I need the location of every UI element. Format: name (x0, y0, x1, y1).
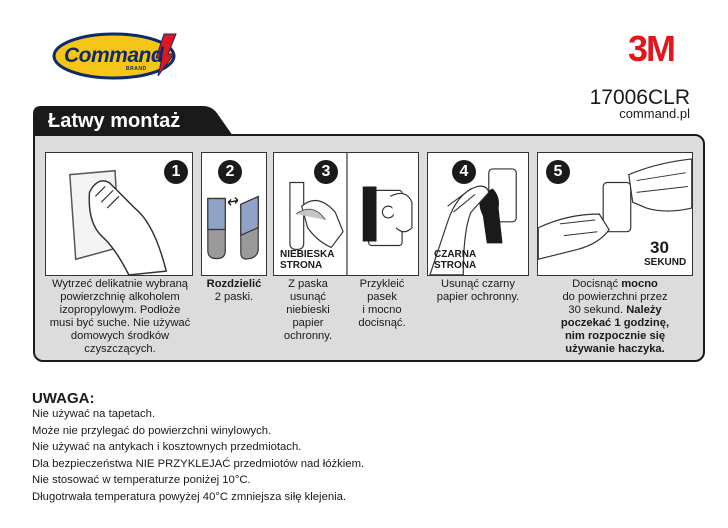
step-4-caption (421, 278, 535, 304)
timer-unit: SEKUND (644, 257, 687, 268)
caption-line: i mocno (362, 304, 402, 316)
logo-subtext: BRAND (126, 66, 147, 72)
caption-line: czyszczących. (84, 343, 156, 355)
step-4-number: 4 (452, 160, 476, 184)
step-1-number: 1 (164, 160, 188, 184)
caption-bold: Rozdzielić (206, 278, 262, 290)
instructions-panel (33, 134, 705, 362)
caption-line: Przykleić (359, 278, 405, 290)
tag-line: STRONA (434, 260, 477, 271)
step-3-number: 3 (314, 160, 338, 184)
caption-line: niebieski (286, 304, 330, 316)
step-5-caption (537, 278, 693, 356)
caption-line: 2 paski. (214, 291, 254, 303)
caption-line: Usunąć czarny (441, 278, 515, 290)
caption-line: Z paska (288, 278, 328, 290)
caption-line: izopropylowym. Podłoże (59, 304, 181, 316)
caption-line: Wytrzeć delikatnie wybraną (51, 278, 189, 290)
warning-item: Dla bezpieczeństwa NIE PRZYKLEJAĆ przedmiotów nad łóżkiem. (32, 457, 365, 470)
tag-line: NIEBIESKA (280, 249, 335, 260)
caption-line: papier ochronny. (436, 291, 520, 303)
step-1-illustration (45, 152, 193, 276)
step-2-number: 2 (218, 160, 242, 184)
caption-line: domowych środków (70, 330, 170, 342)
caption-line: usunąć (289, 291, 327, 303)
caption-line: docisnąć. (358, 317, 406, 329)
caption-line: powierzchnię alkoholem (60, 291, 180, 303)
caption-line: pasek (367, 291, 397, 303)
step-3-caption-peel (273, 278, 343, 343)
tag-line: STRONA (280, 260, 323, 271)
caption-line: musi być suche. Nie używać (49, 317, 191, 329)
warning-item: Nie stosować w temperaturze poniżej 10°C. (32, 474, 251, 487)
caption-line: używanie haczyka. (565, 343, 665, 355)
step-3-illustration (273, 152, 419, 276)
step-2-caption (197, 278, 271, 304)
warning-list (32, 406, 364, 506)
caption-text: 30 sekund. (568, 304, 627, 316)
warning-item: Nie używać na tapetach. (32, 408, 156, 420)
caption-line (537, 304, 693, 317)
caption-line: poczekać 1 godzinę, (560, 317, 670, 329)
maker-logo: 3M (628, 28, 675, 69)
step-5-illustration (537, 152, 693, 276)
caption-line: nim rozpocznie się (564, 330, 666, 342)
caption-text: Docisnąć (572, 278, 622, 290)
product-code: 17006CLR (589, 86, 690, 109)
warning-item: Długotrwała temperatura powyżej 40°C zmniejsza siłę klejenia. (32, 490, 347, 503)
caption-bold: mocno (621, 278, 658, 290)
step-3-caption-stick (347, 278, 417, 330)
step-5-number: 5 (546, 160, 570, 184)
tag-line: CZARNA (434, 249, 477, 260)
logo-wordmark: Command (64, 44, 164, 67)
section-title: Łatwy montaż (48, 110, 181, 132)
warning-item: Może nie przylegać do powierzchni winylowych. (32, 424, 272, 437)
step-1-caption (39, 278, 201, 356)
warning-item: Nie używać na antykach i kosztownych przedmiotach. (32, 441, 302, 454)
timer-value: 30 (650, 238, 669, 257)
warning-title: UWAGA: (32, 390, 95, 407)
website-link[interactable]: command.pl (619, 106, 690, 121)
caption-line: papier (292, 317, 324, 329)
step-3-side-label (280, 249, 334, 271)
caption-line: ochronny. (283, 330, 333, 342)
step-4-illustration (427, 152, 529, 276)
step-2-illustration (201, 152, 267, 276)
caption-bold: Należy (626, 304, 662, 316)
caption-line: do powierzchni przez (562, 291, 668, 303)
step-4-side-label (434, 249, 476, 271)
caption-line (537, 278, 693, 291)
